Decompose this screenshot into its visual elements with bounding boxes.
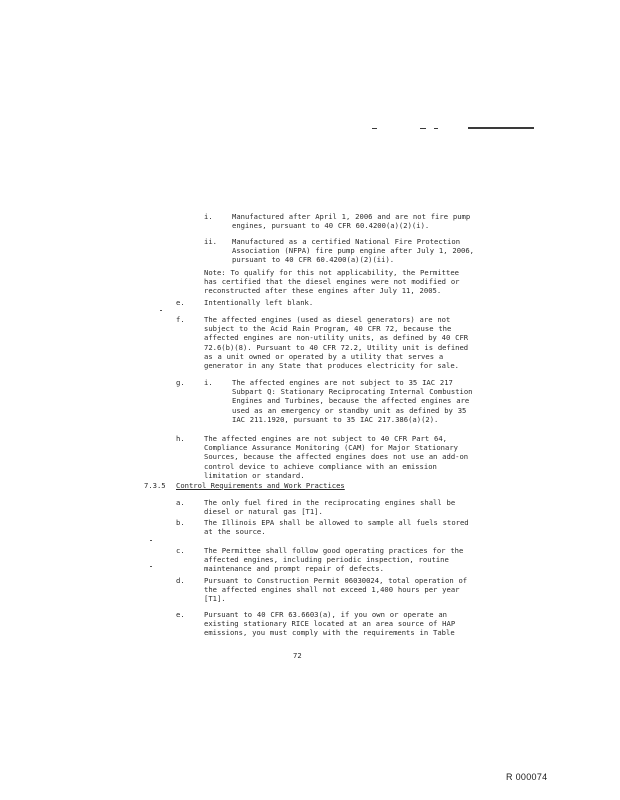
scan-speck bbox=[160, 310, 162, 311]
item-text: The affected engines (used as diesel generators) are not subject to the Acid Rain Program, 40 CFR 72, because the affected engines are non-utility units, as defined by 40 CFR 72.6(b)(8). Pursuant to 40 CFR 72.2, Utility unit is defined as a unit owned or operated by a utility that serves a generator in any State that produces electricity for sale. bbox=[204, 315, 469, 371]
requirement-text: The Illinois EPA shall be allowed to sample all fuels stored at the source. bbox=[204, 518, 469, 537]
section-number: 7.3.5 bbox=[144, 481, 166, 490]
requirement-text: The only fuel fired in the reciprocating engines shall be diesel or natural gas [T1]. bbox=[204, 498, 456, 517]
header-rule-mark bbox=[372, 128, 377, 129]
item-label: g. bbox=[176, 378, 185, 387]
item-text: The affected engines are not subject to 35 IAC 217 Subpart Q: Stationary Reciprocating Internal Combustion Engines and Turbines, because the affected engines are used as an emergency or standby unit as defined by 35 IAC 211.1920, pursuant to 35 IAC 217.386(a)(2). bbox=[232, 378, 473, 424]
header-rule-long bbox=[468, 127, 534, 129]
requirement-text: Pursuant to Construction Permit 06030024, total operation of the affected engines shall not exceed 1,400 hours per year [T1]. bbox=[204, 576, 468, 604]
requirement-label: a. bbox=[176, 498, 185, 507]
requirement-text: Pursuant to 40 CFR 63.6603(a), if you own or operate an existing stationary RICE located at an area source of HAP emissions, you must comply with the requirements in Table bbox=[204, 610, 456, 638]
bates-number: R 000074 bbox=[506, 772, 548, 782]
requirement-label: c. bbox=[176, 546, 185, 555]
header-rule-mark bbox=[434, 128, 438, 129]
item-text: Manufactured after April 1, 2006 and are not fire pump engines, pursuant to 40 CFR 60.4200(a)(2)(i). bbox=[232, 212, 471, 231]
item-label: h. bbox=[176, 434, 185, 443]
item-label: f. bbox=[176, 315, 185, 324]
header-rule-mark bbox=[420, 128, 426, 129]
section-title: Control Requirements and Work Practices bbox=[176, 481, 345, 490]
item-label: i. bbox=[204, 212, 213, 221]
requirement-text: The Permittee shall follow good operating practices for the affected engines, including periodic inspection, routine maintenance and prompt repair of defects. bbox=[204, 546, 464, 574]
scan-speck bbox=[150, 540, 152, 541]
note-text: Note: To qualify for this not applicability, the Permittee has certified that the diesel engines were not modified or reconstructed after these engines after July 11, 2005. bbox=[204, 268, 460, 296]
item-text: The affected engines are not subject to 40 CFR Part 64, Compliance Assurance Monitoring (CAM) for Major Stationary Sources, because the affected engines does not use an add-on control device to achieve compliance with an emission limitation or standard. bbox=[204, 434, 469, 480]
scan-speck bbox=[150, 566, 152, 567]
requirement-label: e. bbox=[176, 610, 185, 619]
requirement-label: d. bbox=[176, 576, 185, 585]
item-label: e. bbox=[176, 298, 185, 307]
item-text: Intentionally left blank. bbox=[204, 298, 314, 307]
item-text: Manufactured as a certified National Fire Protection Association (NFPA) fire pump engine after July 1, 2006, pursuant to 40 CFR 60.4200(a)(2)(ii). bbox=[232, 237, 474, 265]
item-label: ii. bbox=[204, 237, 217, 246]
sub-item-label: i. bbox=[204, 378, 213, 387]
requirement-label: b. bbox=[176, 518, 185, 527]
page-number: 72 bbox=[293, 651, 302, 660]
